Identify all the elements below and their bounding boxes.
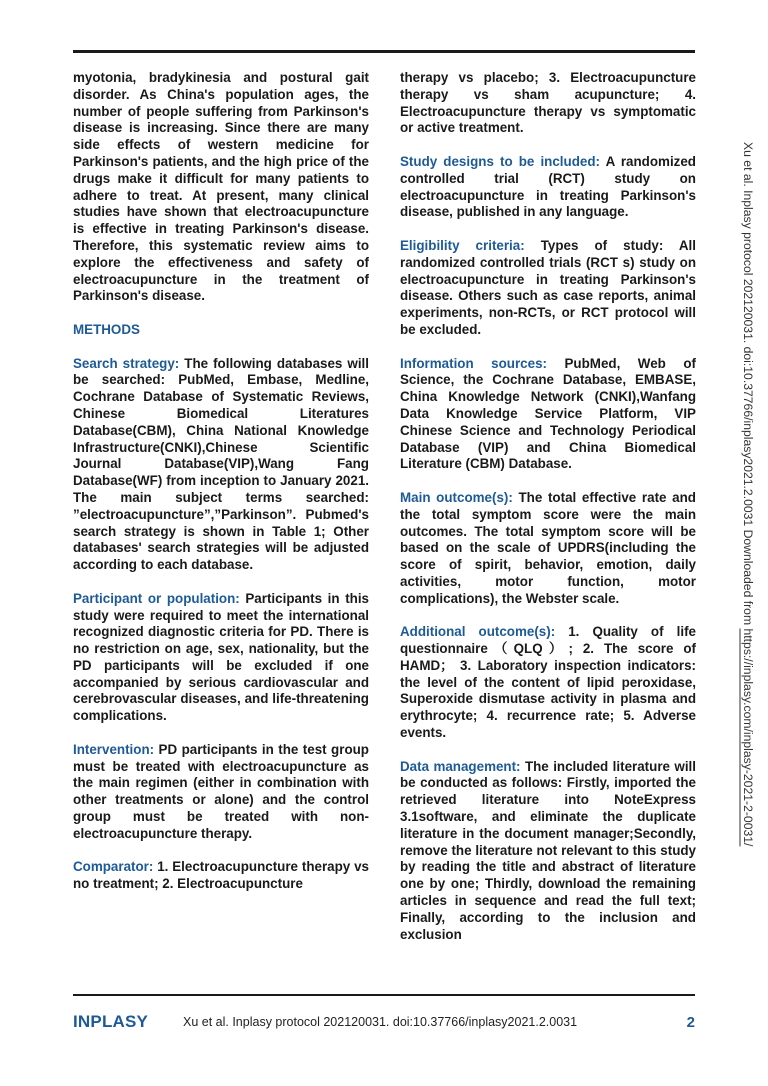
left-column [73,70,369,910]
intro-paragraph: myotonia, bradykinesia and postural gait disorder. As China's population ages, the number of people suffering from Parkinson's disease is increasing. Since there are many side effects of western medicine for Parkinson's patients, and the high price of the drugs make it difficult for many patients to adhere to treat. At present, many clinical studies have shown that electroacupuncture is effective in treating Parkinson's disease. Therefore, this systematic review aims to explore the effectiveness and safety of electroacupuncture in the treatment of Parkinson's disease. [73,70,369,304]
additional-outcomes-label: Additional outcome(s): [400,624,556,640]
top-rule [73,50,695,53]
search-strategy-text: The following databases will be searched: PubMed, Embase, Medline, Cochrane Database of Systematic Reviews, Chinese Biomedical Literatures Database(CBM), China National Knowledge Infrastructure(CNKI),Chinese Scientific Journal Database(VIP),Wang Fang Database(WF) from inception to January 2021. The main subject terms searched: ”electroacupuncture”,”Parkinson”. Pubmed's search strategy is shown in Table 1; Other databases' search strategies will be adjusted according to each database. [73,355,369,573]
side-note-text: Xu et al. Inplasy protocol 202120031. doi:10.37766/inplasy2021.2.0031 Downloaded from [741,142,755,629]
study-designs-label: Study designs to be included: [400,153,600,169]
data-management-paragraph [400,759,696,944]
main-outcomes-text: The total effective rate and the total symptom score were the main outcomes. The total symptom score will be based on the scale of UPDRS(including the score of spirit, behavior, emotion, daily activities, motor function, motor complications), the Webster scale. [400,489,696,606]
main-outcomes-paragraph [400,490,696,608]
eligibility-text: Types of study: All randomized controlled trials (RCT s) study on electroacupuncture in treating Parkinson's disease. Others such as case reports, animal experiments, non-RCTs, or RCT protocol will be excluded. [400,237,696,337]
eligibility-label: Eligibility criteria: [400,237,525,253]
download-link[interactable]: https://inplasy.com/inplasy-2021-2-0031/ [741,628,755,847]
page-footer [73,1010,695,1034]
intervention-paragraph [73,742,369,843]
participant-label: Participant or population: [73,590,240,606]
search-strategy-paragraph [73,356,369,574]
data-management-label: Data management: [400,758,521,774]
side-download-note [738,142,758,982]
information-sources-text: PubMed, Web of Science, the Cochrane Database, EMBASE, China Knowledge Network (CNKI),Wanfang Data Knowledge Service Platform, VIP Chinese Science and Technology Periodical Database (VIP) and China Biomedical Literature (CBM) Database. [400,355,696,472]
comparator-text: 1. Electroacupuncture therapy vs no treatment; 2. Electroacupuncture [73,859,369,892]
page-number: 2 [686,1013,695,1031]
main-outcomes-label: Main outcome(s): [400,489,513,505]
right-column [400,70,696,960]
additional-outcomes-text: 1. Quality of life questionnaire（QLQ）; 2. The score of HAMD； 3. Laboratory inspection indicators: the level of the content of lipid peroxidase, Superoxide dismutase activity in plasma and erythrocyte; 4. recurrence rate; 5. Adverse events. [400,624,696,741]
additional-outcomes-paragraph [400,624,696,742]
eligibility-paragraph [400,238,696,339]
information-sources-label: Information sources: [400,355,547,371]
bottom-rule [73,994,695,996]
data-management-text: The included literature will be conducted as follows: Firstly, imported the retrieved literature into NoteExpress 3.1software, and eliminate the duplicate literature in the document manager;Secondly, remove the literature not relevant to this study by reading the title and abstract of literature one by one; Thirdly, download the remaining articles in sequence and read the full text; Finally, according to the inclusion and exclusion [400,758,696,942]
comparator-paragraph [73,859,369,893]
methods-heading: METHODS [73,321,140,337]
footer-citation: Xu et al. Inplasy protocol 202120031. doi:10.37766/inplasy2021.2.0031 [183,1015,578,1029]
participant-paragraph [73,591,369,725]
study-designs-text: A randomized controlled trial (RCT) study on electroacupuncture in treating Parkinson's disease, published in any language. [400,153,696,220]
intervention-text: PD participants in the test group must be treated with electroacupuncture as the main regimen (either in combination with other treatments or alone) and the control group must be treated with non-electroacupuncture therapy. [73,741,369,841]
information-sources-paragraph [400,356,696,474]
search-strategy-label: Search strategy: [73,355,180,371]
participant-text: Participants in this study were required to meet the international recognized diagnostic criteria for PD. There is no restriction on age, sex, nationality, but the PD participants will be excluded if one accompanied by serious cardiovascular and cerebrovascular diseases, and life-threatening complications. [73,590,369,724]
study-designs-paragraph [400,154,696,221]
comparator-label: Comparator: [73,859,154,875]
comparator-continuation: therapy vs placebo; 3. Electroacupuncture therapy vs sham acupuncture; 4. Electroacupuncture therapy vs symptomatic or active treatment. [400,70,696,136]
footer-brand-logo: INPLASY [73,1012,149,1031]
intervention-label: Intervention: [73,741,155,757]
